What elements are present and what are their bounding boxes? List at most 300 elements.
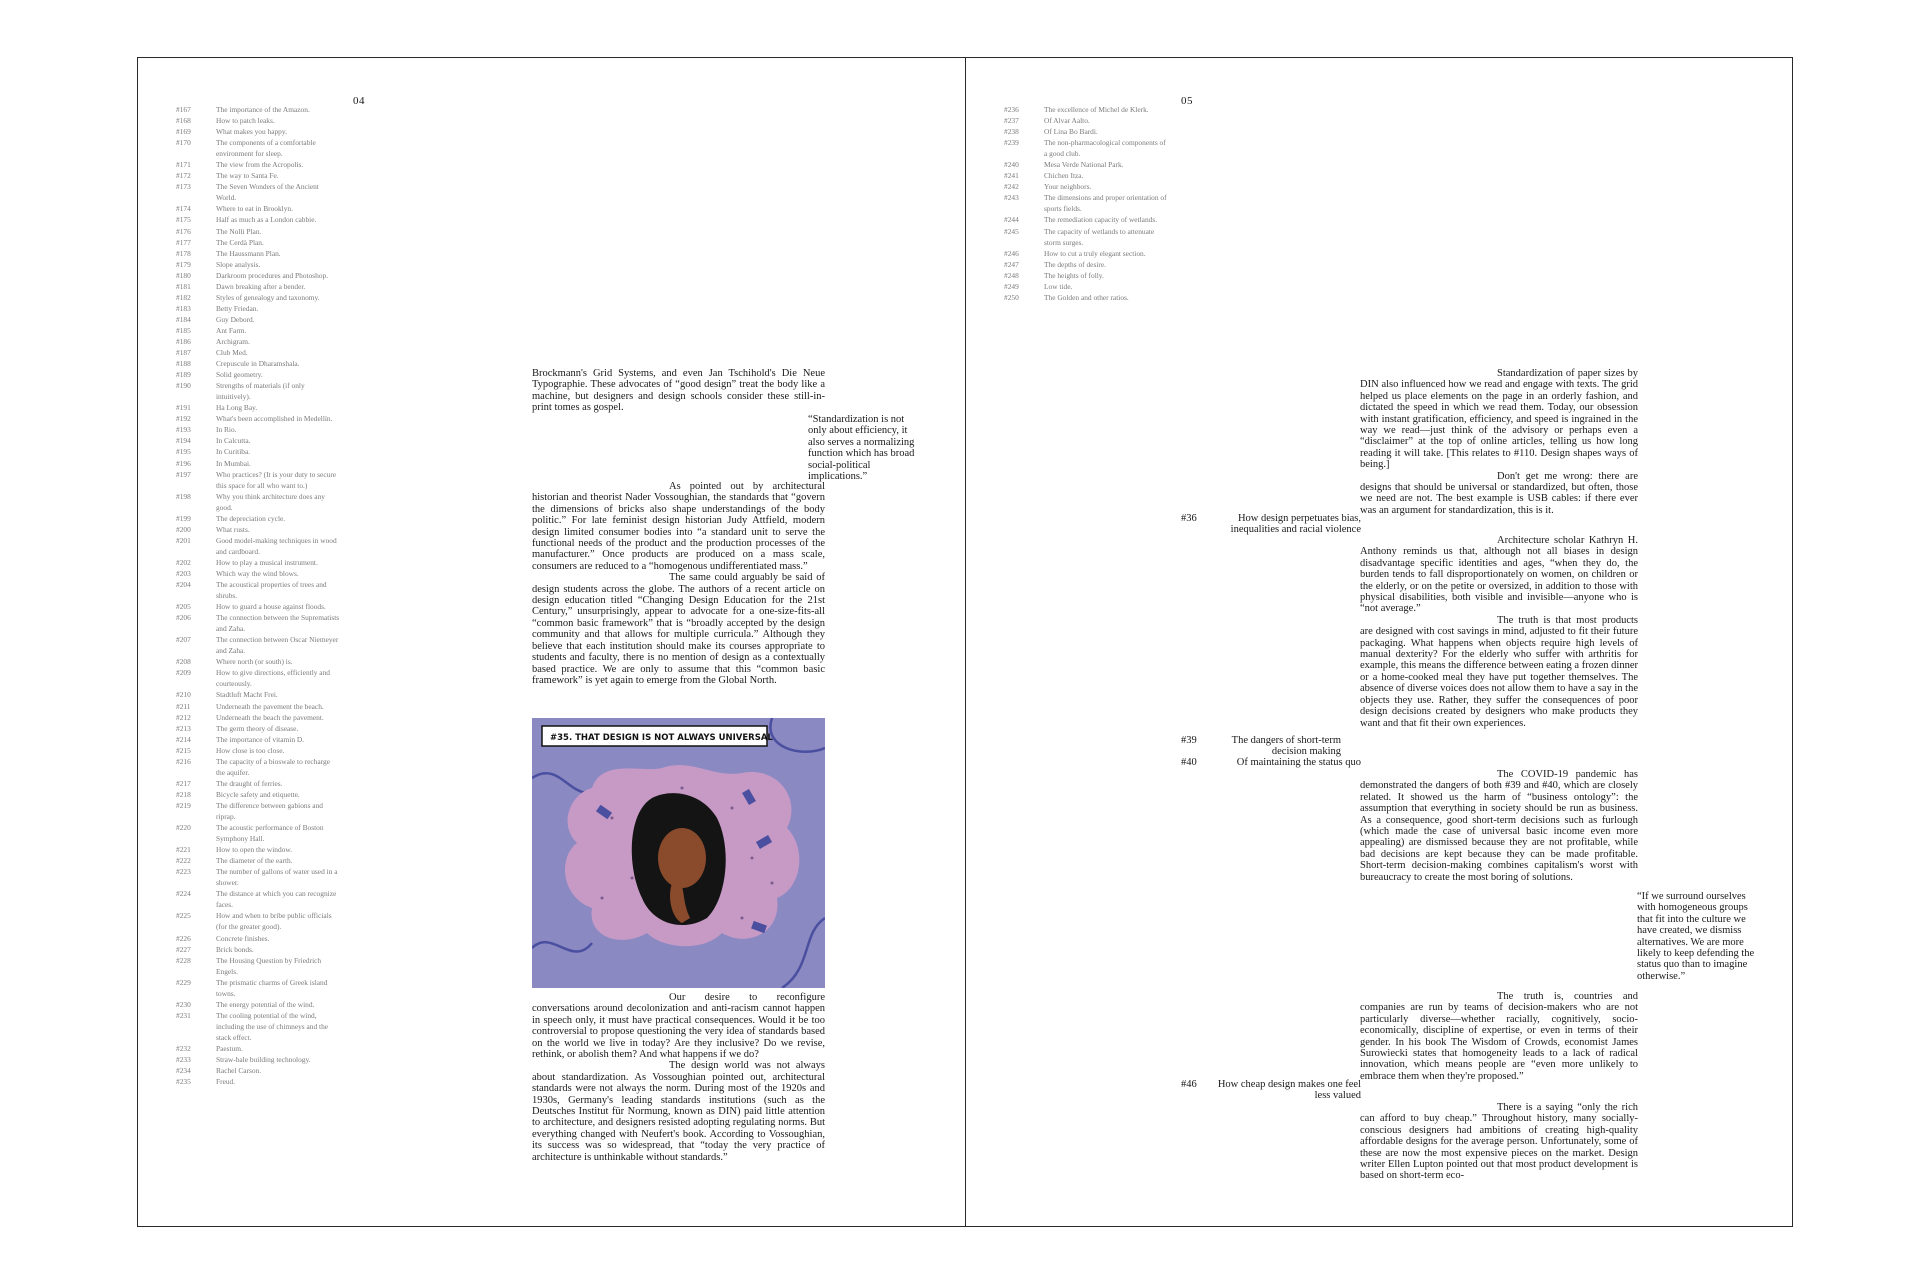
index-entry-text: Guy Debord. — [216, 314, 255, 324]
index-entry-number: #217 — [176, 778, 191, 788]
left-folio: 04 — [353, 95, 365, 107]
index-entry-number: #207 — [176, 635, 191, 645]
index-entry — [176, 104, 340, 115]
index-entry — [176, 314, 340, 325]
index-entry-text: How close is too close. — [216, 745, 285, 755]
index-entry-text: The excellence of Michel de Klerk. — [1044, 105, 1149, 114]
dot — [611, 817, 614, 820]
index-entry — [176, 778, 340, 789]
index-entry — [1004, 270, 1168, 281]
index-entry-text: Where to eat in Brooklyn. — [216, 204, 293, 214]
index-entry-text: The capacity of wetlands to attenuate storm surges. — [1044, 226, 1155, 247]
index-entry — [176, 270, 340, 281]
index-entry — [176, 159, 340, 170]
index-entry-text: Underneath the pavement the beach. — [216, 701, 324, 711]
right-body-2 — [1360, 535, 1638, 729]
index-entry — [176, 866, 340, 888]
right-para-2: Don't get me wrong: there are designs that should be universal or standardized, but often, those we need are not. The best example is USB cables: if there ever was an argument for standardization, this is it. — [1360, 470, 1638, 516]
side-note-40 — [1181, 757, 1361, 769]
index-entry-number: #228 — [176, 955, 191, 965]
side-note-36-text: How design perpetuates bias, inequalities and racial violence — [1230, 513, 1361, 536]
index-entry — [176, 170, 340, 181]
index-entry-number: #216 — [176, 756, 191, 766]
index-entry-text: The capacity of a bioswale to recharge the aquifer. — [216, 756, 330, 777]
index-entry-text: The Nolli Plan. — [216, 226, 262, 236]
index-entry — [176, 435, 340, 446]
index-entry-text: Stadtluft Macht Frei. — [216, 690, 278, 700]
index-entry-number: #184 — [176, 314, 191, 324]
index-entry-number: #248 — [1004, 270, 1019, 280]
index-entry-text: Strengths of materials (if only intuitively). — [216, 381, 305, 402]
index-entry — [1004, 170, 1168, 181]
index-entry — [1004, 181, 1168, 192]
index-entry — [176, 115, 340, 126]
index-entry — [176, 347, 340, 358]
index-entry-number: #192 — [176, 414, 191, 424]
index-entry-number: #204 — [176, 580, 191, 590]
index-entry-number: #188 — [176, 359, 191, 369]
index-entry-number: #206 — [176, 613, 191, 623]
index-entry-text: Of Lina Bo Bardi. — [1044, 127, 1098, 137]
index-entry — [176, 933, 340, 944]
index-entry — [176, 1010, 340, 1043]
index-entry-text: Paestum. — [216, 1043, 243, 1053]
index-entry — [176, 656, 340, 667]
index-entry-number: #234 — [176, 1066, 191, 1076]
side-note-39-num: #39 — [1181, 735, 1197, 746]
index-entry-text: What makes you happy. — [216, 127, 287, 137]
index-entry — [176, 424, 340, 435]
index-entry-text: The heights of folly. — [1044, 270, 1104, 280]
index-entry-text: Slope analysis. — [216, 259, 261, 269]
index-entry-text: The draught of ferries. — [216, 778, 283, 788]
index-entry — [1004, 126, 1168, 137]
index-entry — [176, 446, 340, 457]
index-entry — [176, 214, 340, 225]
index-entry-text: In Calcutta. — [216, 436, 251, 446]
index-entry-text: Rachel Carson. — [216, 1066, 262, 1076]
index-entry-number: #178 — [176, 248, 191, 258]
index-entry-text: Archigram. — [216, 336, 250, 346]
index-entry-number: #238 — [1004, 127, 1019, 137]
index-entry — [176, 1065, 340, 1076]
index-entry-number: #198 — [176, 491, 191, 501]
right-folio: 05 — [1181, 95, 1193, 107]
index-entry-number: #222 — [176, 856, 191, 866]
index-entry-text: The depreciation cycle. — [216, 513, 286, 523]
index-entry-number: #236 — [1004, 105, 1019, 114]
index-entry — [176, 977, 340, 999]
index-entry — [176, 281, 340, 292]
index-entry-text: Freud. — [216, 1077, 236, 1087]
index-entry — [176, 524, 340, 535]
index-entry-number: #239 — [1004, 138, 1019, 148]
index-entry-text: Bicycle safety and etiquette. — [216, 789, 300, 799]
index-entry-text: Brick bonds. — [216, 944, 254, 954]
dot — [771, 882, 774, 885]
face — [658, 828, 706, 888]
index-entry — [1004, 292, 1168, 303]
index-entry — [176, 601, 340, 612]
index-entry — [176, 712, 340, 723]
illustration — [532, 718, 825, 988]
index-entry-text: The germ theory of disease. — [216, 723, 299, 733]
index-entry-number: #190 — [176, 381, 191, 391]
index-entry — [176, 469, 340, 491]
index-entry-number: #224 — [176, 889, 191, 899]
index-entry-text: The number of gallons of water used in a shower. — [216, 867, 338, 888]
left-pull-quote: “Standardization is not only about efficiency, it also serves a normalizing function which has broad social-political implications.” — [808, 414, 915, 483]
index-entry-number: #175 — [176, 215, 191, 225]
index-entry-number: #200 — [176, 524, 191, 534]
index-entry-number: #226 — [176, 933, 191, 943]
index-entry — [1004, 104, 1168, 115]
right-pull-quote: “If we surround ourselves with homogeneous groups that fit into the culture we have created, we dismiss alternatives. We are more likely to keep defending the status quo than to imagine otherwise.” — [1637, 891, 1755, 982]
index-entry-number: #214 — [176, 734, 191, 744]
index-entry — [1004, 137, 1168, 159]
index-entry — [1004, 214, 1168, 225]
index-entry-text: Half as much as a London cabbie. — [216, 215, 317, 225]
side-note-36 — [1181, 513, 1361, 537]
index-entry — [176, 557, 340, 568]
index-entry-number: #173 — [176, 182, 191, 192]
index-entry-text: Club Med. — [216, 348, 248, 358]
index-entry — [176, 689, 340, 700]
index-entry-text: Straw-bale building technology. — [216, 1055, 311, 1065]
index-entry — [176, 535, 340, 557]
right-para-4: The truth is that most products are designed with cost savings in mind, adjusted to fit their future packaging. What happens when objects require high levels of manual dexterity? For the elderly who suffer with arthritis for example, this means the difference between eating a frozen dinner or a home-cooked meal they have put together themselves. The absence of diverse voices does not allow them to have a say in the objects they use. Rather, they suffer the consequences of poor design decisions created by designers who make products they want and that fit their own experiences. — [1360, 614, 1638, 729]
index-entry — [176, 723, 340, 734]
index-entry — [176, 822, 340, 844]
index-entry-text: The way to Santa Fe. — [216, 171, 279, 181]
index-entry-number: #235 — [176, 1077, 191, 1087]
index-entry — [176, 910, 340, 932]
index-entry — [1004, 281, 1168, 292]
index-entry-text: Solid geometry. — [216, 370, 263, 380]
dot — [631, 877, 634, 880]
right-para-6: The truth is, countries and companies are run by teams of decision-makers who are not particularly diverse—whether racially, cognitively, socio-economically, discipline of expertise, or even in terms of their gender. In his book The Wisdom of Crowds, economist James Surowiecki states that homogeneity leads to a lack of radical innovation, which means people are “even more unlikely to embrace them when they're proposed.” — [1360, 991, 1638, 1082]
index-entry-number: #182 — [176, 292, 191, 302]
dot — [731, 807, 734, 810]
index-entry — [176, 248, 340, 259]
left-body-bottom — [532, 992, 825, 1163]
left-body-top-text: Brockmann's Grid Systems, and even Jan Tschihold's Die Neue Typographie. These advocates of “good design” treat the body like a machine, but designers and design schools consider these still-in-print tomes as gospel. — [532, 368, 825, 414]
index-entry — [176, 745, 340, 756]
index-entry — [176, 491, 340, 513]
index-entry-number: #240 — [1004, 160, 1019, 170]
side-note-46-num: #46 — [1181, 1079, 1197, 1090]
index-entry-number: #245 — [1004, 226, 1019, 236]
index-entry-number: #189 — [176, 370, 191, 380]
index-entry — [176, 513, 340, 524]
index-entry-text: Of Alvar Aalto. — [1044, 116, 1090, 126]
side-note-40-num: #40 — [1181, 757, 1197, 768]
index-entry-text: How to patch leaks. — [216, 116, 275, 126]
index-entry-text: The energy potential of the wind. — [216, 999, 315, 1009]
index-entry-text: Where north (or south) is. — [216, 657, 293, 667]
index-entry-text: How to cut a truly elegant section. — [1044, 248, 1146, 258]
index-entry-number: #218 — [176, 789, 191, 799]
index-entry-text: Styles of genealogy and taxonomy. — [216, 292, 320, 302]
index-entry — [176, 226, 340, 237]
left-index-list — [176, 104, 340, 1087]
index-entry — [176, 634, 340, 656]
index-entry — [176, 734, 340, 745]
index-entry-number: #199 — [176, 513, 191, 523]
index-entry-text: The connection between Oscar Niemeyer and Zaha. — [216, 635, 339, 656]
side-note-46 — [1181, 1079, 1361, 1103]
right-index-list — [1004, 104, 1168, 303]
index-entry — [176, 203, 340, 214]
left-body-middle — [532, 481, 825, 686]
index-entry-text: Ant Farm. — [216, 325, 247, 335]
index-entry-text: The difference between gabions and riprap. — [216, 800, 323, 821]
index-entry-text: The distance at which you can recognize faces. — [216, 889, 337, 910]
left-body-para-2: The same could arguably be said of design students across the globe. The authors of a recent article on design education titled “Changing Design Education for the 21st Century,” unsurprisingly, appear to advocate for a one-size-fits-all “common basic framework” that is “broadly accepted by the design community and that allows for multiple curricula.” Although they believe that each institution should make its courses appropriate to students and faculty, there is no mention of design as a contextually based practice. We are only to assume that this “common basic framework” is yet again to emerge from the Global North. — [532, 572, 825, 686]
index-entry — [176, 413, 340, 424]
index-entry-text: Who practices? (It is your duty to secure this space for all who want to.) — [216, 469, 337, 490]
index-entry-number: #250 — [1004, 292, 1019, 302]
index-entry-number: #201 — [176, 535, 191, 545]
index-entry — [176, 701, 340, 712]
caption-text: #35. THAT DESIGN IS NOT ALWAYS UNIVERSAL — [550, 733, 773, 743]
index-entry — [1004, 259, 1168, 270]
index-entry — [176, 292, 340, 303]
index-entry — [176, 369, 340, 380]
index-entry-number: #186 — [176, 336, 191, 346]
index-entry-number: #225 — [176, 911, 191, 921]
index-entry — [176, 458, 340, 469]
index-entry-text: Crepuscule in Dharamshala. — [216, 359, 300, 369]
index-entry — [176, 944, 340, 955]
right-body-5 — [1360, 1102, 1638, 1182]
index-entry — [176, 181, 340, 203]
index-entry-text: In Mumbai. — [216, 458, 251, 468]
index-entry-text: The Haussmann Plan. — [216, 248, 281, 258]
index-entry-text: What rusts. — [216, 524, 250, 534]
index-entry-text: Why you think architecture does any good. — [216, 491, 325, 512]
index-entry — [176, 844, 340, 855]
index-entry-text: Mesa Verde National Park. — [1044, 160, 1124, 170]
index-entry-number: #171 — [176, 160, 191, 170]
index-entry-text: The Cerdà Plan. — [216, 237, 264, 247]
index-entry — [176, 756, 340, 778]
index-entry-text: How to give directions, efficiently and courteously. — [216, 668, 330, 689]
index-entry-number: #244 — [1004, 215, 1019, 225]
index-entry-text: In Rio. — [216, 425, 237, 435]
index-entry-text: Ha Long Bay. — [216, 403, 258, 413]
index-entry-text: How and when to bribe public officials (for the greater good). — [216, 911, 332, 932]
index-entry-number: #213 — [176, 723, 191, 733]
side-note-39-text: The dangers of short-term decision making — [1231, 735, 1341, 758]
index-entry-number: #196 — [176, 458, 191, 468]
index-entry-number: #191 — [176, 403, 191, 413]
index-entry-number: #176 — [176, 226, 191, 236]
index-entry — [176, 126, 340, 137]
index-entry-number: #223 — [176, 867, 191, 877]
index-entry — [176, 1076, 340, 1087]
index-entry-text: The remediation capacity of wetlands. — [1044, 215, 1158, 225]
index-entry — [176, 259, 340, 270]
index-entry-number: #203 — [176, 568, 191, 578]
index-entry-number: #183 — [176, 303, 191, 313]
index-entry-text: How to play a musical instrument. — [216, 557, 318, 567]
index-entry-text: The non-pharmacological components of a good club. — [1044, 138, 1166, 159]
index-entry — [176, 325, 340, 336]
index-entry-number: #230 — [176, 999, 191, 1009]
index-entry-number: #197 — [176, 469, 191, 479]
left-body-bottom-para-2: The design world was not always about standardization. As Vossoughian pointed out, architectural standards were not always the norm. During most of the 1920s and 1930s, Germany's leading standards institutions (such as the Deutsches Institut für Normung, known as DIN) paid little attention to architecture, and designers resisted adopting regulating norms. But everything changed with Neufert's book. According to Vossoughian, its success was so widespread, that “today the very practice of architecture is unthinkable without standards.” — [532, 1060, 825, 1163]
index-entry-text: The connection between the Suprematists and Zaha. — [216, 613, 340, 634]
index-entry-text: The prismatic charms of Greek island towns. — [216, 977, 328, 998]
index-entry-text: The importance of vitamin D. — [216, 734, 305, 744]
index-entry-text: In Curitiba. — [216, 447, 251, 457]
index-entry-text: The view from the Acropolis. — [216, 160, 304, 170]
index-entry-text: What's been accomplished in Medellín. — [216, 414, 333, 424]
right-para-3: Architecture scholar Kathryn H. Anthony reminds us that, although not all biases in design disadvantage specific identities and ages, “when they do, the burden tends to fall disproportionately on women, on children or the elderly, or on the petite or oversized, in addition to those with physical disabilities, both visible and invisible—anyone who is “not average.” — [1360, 535, 1638, 615]
index-entry-text: The Housing Question by Friedrich Engels. — [216, 955, 322, 976]
index-entry-number: #205 — [176, 602, 191, 612]
index-entry — [176, 800, 340, 822]
index-entry-number: #227 — [176, 944, 191, 954]
index-entry-number: #219 — [176, 800, 191, 810]
index-entry — [176, 667, 340, 689]
index-entry-number: #194 — [176, 436, 191, 446]
index-entry-text: Low tide. — [1044, 281, 1073, 291]
index-entry-text: Dawn breaking after a bender. — [216, 281, 306, 291]
index-entry — [176, 888, 340, 910]
right-para-5: The COVID-19 pandemic has demonstrated the dangers of both #39 and #40, which are closely related. It showed us the harm of “business ontology”: the assumption that everything in society should be run as business. As a consequence, good short-term decisions such as furlough (which made the case of universal basic income even more appealing) are dismissed because they are not profitable, while bad decisions are kept because they can be made profitable. Short-term decision-making combines capitalism's worst with bureaucracy to create the most boring of solutions. — [1360, 769, 1638, 883]
index-entry-number: #180 — [176, 270, 191, 280]
right-para-1: Standardization of paper sizes by DIN also influenced how we read and engage with texts. The grid helped us place elements on the page in an orderly fashion, and dictated the speed in which we read them. Today, our obsession with instant gratification, efficiency, and speed is ingrained in the way we read—just think of the advisory or perhaps even a “disclaimer” at the top of online articles, telling us how long reading it will take. [This relates to #110. Design shapes ways of being.] — [1360, 368, 1638, 471]
index-entry — [176, 237, 340, 248]
index-entry-number: #215 — [176, 745, 191, 755]
index-entry — [176, 1054, 340, 1065]
left-body-top — [532, 368, 825, 414]
index-entry-text: Good model-making techniques in wood and cardboard. — [216, 535, 337, 556]
index-entry — [176, 303, 340, 314]
index-entry-number: #212 — [176, 712, 191, 722]
index-entry-text: The acoustic performance of Boston Symphony Hall. — [216, 823, 324, 844]
index-entry — [176, 380, 340, 402]
side-note-39 — [1181, 735, 1361, 759]
index-entry-number: #167 — [176, 105, 191, 114]
dot — [601, 897, 604, 900]
side-note-46-text: How cheap design makes one feel less valued — [1217, 1079, 1361, 1102]
index-entry-number: #177 — [176, 237, 191, 247]
index-entry-number: #193 — [176, 425, 191, 435]
index-entry-number: #187 — [176, 348, 191, 358]
index-entry — [176, 1043, 340, 1054]
right-body-1 — [1360, 368, 1638, 516]
index-entry-number: #179 — [176, 259, 191, 269]
index-entry-text: Your neighbors. — [1044, 182, 1092, 192]
index-entry-text: Underneath the beach the pavement. — [216, 712, 324, 722]
index-entry — [176, 955, 340, 977]
index-entry — [176, 358, 340, 369]
right-body-3 — [1360, 769, 1638, 883]
index-entry-number: #232 — [176, 1043, 191, 1053]
index-entry-text: The depths of desire. — [1044, 259, 1106, 269]
index-entry — [176, 579, 340, 601]
index-entry-text: The acoustical properties of trees and shrubs. — [216, 580, 327, 601]
index-entry-text: The diameter of the earth. — [216, 856, 293, 866]
index-entry — [176, 789, 340, 800]
index-entry-number: #185 — [176, 325, 191, 335]
index-entry-number: #241 — [1004, 171, 1019, 181]
index-entry-number: #249 — [1004, 281, 1019, 291]
left-body-para-1: As pointed out by architectural historian and theorist Nader Vossoughian, the standards that “govern the dimensions of bricks also shape understandings of the body politic.” For late feminist design historian Judy Attfield, modern design limited consumer bodies into “a standard unit to serve the functional needs of the product and the production processes of the manufacturer.” Once products are produced on a mass scale, consumers are reduced to a “homogenous undifferentiated mass.” — [532, 481, 825, 572]
index-entry-number: #209 — [176, 668, 191, 678]
index-entry-number: #237 — [1004, 116, 1019, 126]
index-entry-number: #208 — [176, 657, 191, 667]
index-entry-text: Which way the wind blows. — [216, 568, 299, 578]
index-entry-text: Darkroom procedures and Photoshop. — [216, 270, 329, 280]
index-entry-number: #246 — [1004, 248, 1019, 258]
index-entry — [1004, 159, 1168, 170]
index-entry — [1004, 115, 1168, 126]
side-note-36-num: #36 — [1181, 513, 1197, 524]
index-entry-text: The dimensions and proper orientation of sports fields. — [1044, 193, 1167, 214]
dot — [751, 857, 754, 860]
index-entry-number: #221 — [176, 845, 191, 855]
index-entry — [176, 402, 340, 413]
index-entry-number: #174 — [176, 204, 191, 214]
index-entry-number: #170 — [176, 138, 191, 148]
index-entry-number: #195 — [176, 447, 191, 457]
index-entry-number: #172 — [176, 171, 191, 181]
index-entry — [1004, 248, 1168, 259]
index-entry-text: The Seven Wonders of the Ancient World. — [216, 182, 319, 203]
index-entry-number: #168 — [176, 116, 191, 126]
index-entry — [176, 568, 340, 579]
index-entry-number: #243 — [1004, 193, 1019, 203]
index-entry-number: #229 — [176, 977, 191, 987]
illustration-art — [532, 718, 825, 988]
index-entry-text: How to open the window. — [216, 845, 293, 855]
index-entry — [176, 612, 340, 634]
dot — [681, 787, 684, 790]
index-entry — [176, 336, 340, 347]
index-entry-text: Chichen Itza. — [1044, 171, 1084, 181]
index-entry-number: #242 — [1004, 182, 1019, 192]
right-para-7: There is a saying “only the rich can afford to buy cheap.” Throughout history, many socially-conscious designers had ambitions of creating high-quality affordable designs for the average person. Unfortunately, some of these are now the most expensive pieces on the market. Design writer Ellen Lupton pointed out that most product development is based on short-term eco- — [1360, 1102, 1638, 1182]
index-entry — [176, 999, 340, 1010]
index-entry-text: Concrete finishes. — [216, 933, 270, 943]
index-entry-number: #202 — [176, 557, 191, 567]
index-entry-number: #210 — [176, 690, 191, 700]
side-note-40-text: Of maintaining the status quo — [1236, 757, 1361, 768]
index-entry-number: #233 — [176, 1055, 191, 1065]
left-body-bottom-para-1: Our desire to reconfigure conversations around decolonization and anti-racism cannot happen in speech only, it must have practical consequences. Would it be too controversial to propose questioning the very idea of standards based on the world we live in today? Are they inclusive? Do we revise, rethink, or abolish them? And what happens if we do? — [532, 992, 825, 1061]
index-entry — [1004, 192, 1168, 214]
dot — [741, 917, 744, 920]
index-entry — [176, 137, 340, 159]
index-entry-text: The importance of the Amazon. — [216, 105, 310, 114]
index-entry-number: #231 — [176, 1010, 191, 1020]
index-entry-text: The components of a comfortable environment for sleep. — [216, 138, 316, 159]
index-entry — [176, 855, 340, 866]
right-body-4 — [1360, 991, 1638, 1082]
index-entry-text: The cooling potential of the wind, including the use of chimneys and the stack effect. — [216, 1010, 329, 1042]
index-entry — [1004, 226, 1168, 248]
index-entry-text: How to guard a house against floods. — [216, 602, 326, 612]
index-entry-number: #247 — [1004, 259, 1019, 269]
index-entry-number: #181 — [176, 281, 191, 291]
index-entry-number: #169 — [176, 127, 191, 137]
index-entry-number: #211 — [176, 701, 191, 711]
index-entry-text: The Golden and other ratios. — [1044, 292, 1129, 302]
